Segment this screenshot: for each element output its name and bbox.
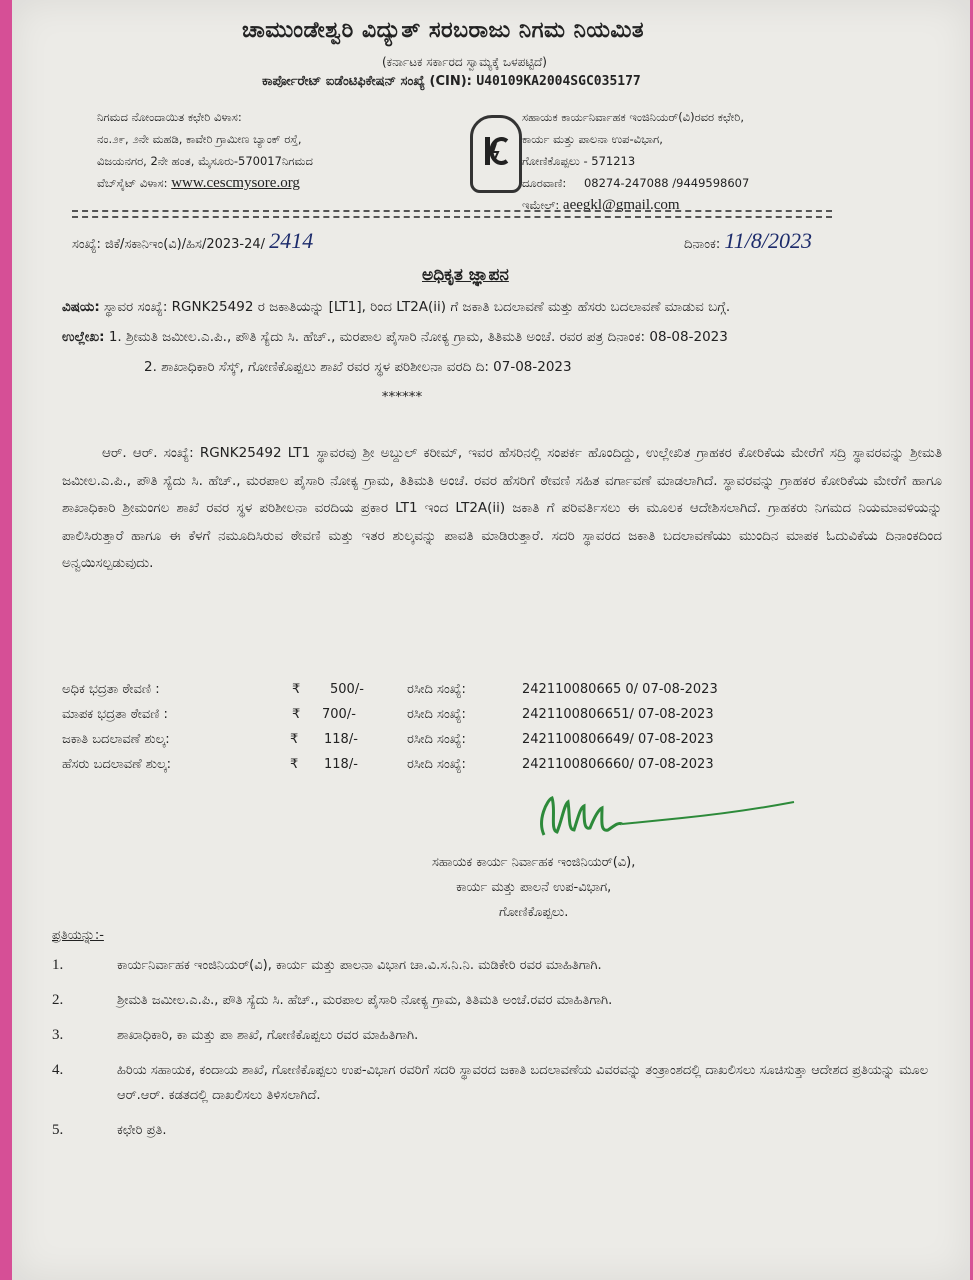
copies-label: ಪ್ರತಿಯನ್ನು:- bbox=[52, 928, 104, 943]
references-label: ಉಲ್ಲೇಖ: bbox=[62, 329, 105, 345]
header-divider bbox=[72, 210, 832, 212]
copy-number: 5. bbox=[52, 1122, 64, 1138]
receipt-label: ರಸೀದಿ ಸಂಖ್ಯೆ: bbox=[407, 707, 466, 722]
copy-item bbox=[52, 1118, 942, 1143]
subject-text: ಸ್ಥಾವರ ಸಂಖ್ಯೆ: RGNK25492 ರ ಜಕಾತಿಯನ್ನು [LT1], ರಿಂದ LT2A(ii) ಗೆ ಜಕಾತಿ ಬದಲಾವಣೆ ಮತ್ತು ಹೆಸರು ಬದಲಾವಣೆ ಮಾಡುವ ಬಗ್ಗೆ. bbox=[104, 299, 731, 315]
references bbox=[62, 322, 922, 352]
signatory-designation: ಸಹಾಯಕ ಕಾರ್ಯ ನಿರ್ವಾಹಕ ಇಂಜಿನಿಯರ್(ವಿ), bbox=[432, 855, 636, 870]
copy-text: ಶಾಖಾಧಿಕಾರಿ, ಕಾ ಮತ್ತು ಪಾ ಶಾಖೆ, ಗೋಣಿಕೊಪ್ಪಲು ರವರ ಮಾಹಿತಿಗಾಗಿ. bbox=[117, 1028, 419, 1043]
phone-number: 08274-247088 /9449598607 bbox=[583, 176, 750, 190]
fee-label: ಮಾಪಕ ಭದ್ರತಾ ಠೇವಣಿ : bbox=[62, 707, 168, 722]
cin-label: ಕಾರ್ಪೋರೇಟ್ ಐಡೆಂಟಿಫಿಕೇಷನ್ ಸಂಖ್ಯೆ (CIN): bbox=[262, 74, 472, 89]
address-line: ವಿಜಯನಗರ, 2ನೇ ಹಂತ, ಮೈಸೂರು-570017ನಿಗಮದ bbox=[97, 154, 313, 168]
fee-row bbox=[62, 732, 782, 757]
fee-currency: ₹ bbox=[290, 757, 299, 772]
fee-amount: 118/- bbox=[324, 732, 358, 747]
address-line: ಕಾರ್ಯ ಮತ್ತು ಪಾಲನಾ ಉಪ-ವಿಭಾಗ, bbox=[522, 132, 663, 146]
email-label: ಇಮೇಲ್: bbox=[522, 198, 560, 212]
reference-number-label: ಸಂಖ್ಯೆ: ಜಿಕೆ/ಸಕಾನಿಇಂ(ವಿ)/ಹಿಸ/2023-24/ bbox=[72, 237, 266, 252]
reference-date bbox=[684, 228, 812, 254]
address-line: ಗೋಣಿಕೊಪ್ಪಲು - 571213 bbox=[522, 154, 636, 168]
cin-number: U40109KA2004SGC035177 bbox=[476, 74, 641, 89]
address-line: ಸಹಾಯಕ ಕಾರ್ಯನಿರ್ವಾಹಕ ಇಂಜಿನಿಯರ್(ವಿ)ರವರ ಕಛೇರಿ, bbox=[522, 110, 744, 124]
copy-text: ಕಾರ್ಯನಿರ್ವಾಹಕ ಇಂಜಿನಿಯರ್(ವಿ), ಕಾರ್ಯ ಮತ್ತು ಪಾಲನಾ ವಿಭಾಗ ಚಾ.ವಿ.ಸ.ನಿ.ನಿ. ಮಡಿಕೇರಿ ರವರ ಮಾಹಿತಿಗಾಗಿ. bbox=[117, 958, 602, 973]
subject-block bbox=[62, 292, 922, 412]
registered-office-address bbox=[97, 106, 313, 194]
copy-number: 4. bbox=[52, 1062, 64, 1078]
receipt-number: 242110080665 0/ 07-08-2023 bbox=[522, 682, 718, 697]
phone-line bbox=[522, 172, 749, 194]
fee-row bbox=[62, 757, 782, 782]
subject-line bbox=[62, 292, 922, 322]
fee-row bbox=[62, 707, 782, 732]
fee-currency: ₹ bbox=[292, 707, 301, 722]
email-line bbox=[522, 194, 749, 216]
website-link[interactable]: www.cescmysore.org bbox=[171, 175, 300, 191]
copy-item bbox=[52, 1023, 942, 1048]
copy-text: ಕಛೇರಿ ಪ್ರತಿ. bbox=[117, 1123, 167, 1138]
cesc-logo bbox=[470, 115, 522, 193]
signature-image bbox=[522, 780, 802, 850]
separator: ****** bbox=[381, 389, 423, 405]
receipt-number: 2421100806649/ 07-08-2023 bbox=[522, 732, 714, 747]
subject-label: ವಿಷಯ: bbox=[62, 299, 100, 315]
copy-text: ಹಿರಿಯ ಸಹಾಯಕ, ಕಂದಾಯ ಶಾಖೆ, ಗೋಣಿಕೊಪ್ಪಲು ಉಪ-ವಿಭಾಗ ರವರಿಗೆ ಸದರಿ ಸ್ಥಾವರದ ಜಕಾತಿ ಬದಲಾವಣೆಯ ವಿವರವನ್ನು ತಂತ್ರಾಂಶದಲ್ಲಿ ದಾಖಲಿಸಲು ಸೂಚಿಸುತ್ತಾ ಆದೇಶದ ಪ್ರತಿಯನ್ನು ಮೂಲ ಆರ್.ಆರ್. ಕಡತದಲ್ಲಿ ದಾಖಲಿಸಲು ತಿಳಿಸಲಾಗಿದೆ. bbox=[117, 1063, 929, 1103]
copy-item bbox=[52, 988, 942, 1013]
copy-number: 1. bbox=[52, 957, 64, 973]
fee-amount: 118/- bbox=[324, 757, 358, 772]
website-label: ವೆಬ್‌ಸೈಟ್ ವಿಳಾಸ: bbox=[97, 176, 168, 190]
receipt-label: ರಸೀದಿ ಸಂಖ್ಯೆ: bbox=[407, 757, 466, 772]
fee-currency: ₹ bbox=[290, 732, 299, 747]
signatory-place: ಗೋಣಿಕೊಪ್ಪಲು. bbox=[498, 905, 569, 920]
reference-number-handwritten: 2414 bbox=[269, 228, 314, 253]
reference-2: 2. ಶಾಖಾಧಿಕಾರಿ ಸೆಸ್ಕ್, ಗೋಣಿಕೊಪ್ಪಲು ಶಾಖೆ ರವರ ಸ್ಥಳ ಪರಿಶೀಲನಾ ವರದಿ ದಿ: 07-08-2023 bbox=[144, 359, 572, 375]
date-label: ದಿನಾಂಕ: bbox=[684, 237, 721, 252]
fee-row bbox=[62, 682, 782, 707]
copy-item bbox=[52, 953, 942, 978]
phone-label: ದೂರವಾಣಿ: bbox=[522, 176, 567, 190]
logo-mark bbox=[481, 131, 511, 178]
address-line: ನಿಗಮದ ನೋಂದಾಯಿತ ಕಛೇರಿ ವಿಳಾಸ: bbox=[97, 110, 242, 124]
address-line: ನಂ.೨೯, ೨ನೇ ಮಹಡಿ, ಕಾವೇರಿ ಗ್ರಾಮೀಣ ಬ್ಯಾಂಕ್ ರಸ್ತೆ, bbox=[97, 132, 302, 146]
body-paragraph: ಆರ್. ಆರ್. ಸಂಖ್ಯೆ: RGNK25492 LT1 ಸ್ಥಾವರವು ಶ್ರೀ ಅಬ್ದುಲ್ ಕರೀಮ್, ಇವರ ಹೆಸರಿನಲ್ಲಿ ಸಂಪರ್ಕ ಹೊಂದಿದ್ದು, ಉಲ್ಲೇಖಿತ ಗ್ರಾಹಕರ ಕೋರಿಕೆಯ ಮೇರೆಗೆ ಸದ್ರಿ ಸ್ಥಾವರವನ್ನು ಶ್ರೀಮತಿ ಜಮೀಲ.ಎ.ಪಿ., ಪೌತಿ ಸ್ಯೆದು ಸಿ. ಹೆಚ್., ಮರಪಾಲ ಪೈಸಾರಿ ನೋಕ್ಯ ಗ್ರಾಮ, ತಿತಿಮತಿ ಅಂಚೆ. ರವರ ಹೆಸರಿಗೆ ಠೇವಣಿ ಸಹಿತ ವರ್ಗಾವಣೆ ಮಾಡಲಾಗಿದೆ. ಸ್ಥಾವರವನ್ನು ಗ್ರಾಹಕರ ಕೋರಿಕೆಯ ಮೇರೆಗೆ ಹಾಗೂ ಶಾಖಾಧಿಕಾರಿ ಶ್ರೀಮಂಗಲ ಶಾಖೆ ರವರ ಸ್ಥಳ ಪರಿಶೀಲನಾ ವರದಿಯ ಪ್ರಕಾರ LT1 ಇಂದ LT2A(ii) ಜಕಾತಿ ಗೆ ಪರಿವರ್ತಿಸಲು ಈ ಮೂಲಕ ಆದೇಶಿಸಲಾಗಿದೆ. ಗ್ರಾಹಕರು ನಿಗಮದ ನಿಯಮಾವಳಿಯನ್ನು ಪಾಲಿಸಿರುತ್ತಾರೆ ಹಾಗೂ ಈ ಕೆಳಗೆ ನಮೂದಿಸಿರುವ ಠೇವಣಿ ಮತ್ತು ಇತರ ಶುಲ್ಕವನ್ನು ಪಾವತಿ ಮಾಡಿರುತ್ತಾರೆ. ಸದರಿ ಸ್ಥಾವರದ ಜಕಾತಿ ಬದಲಾವಣೆಯು ಮುಂದಿನ ಮಾಪಕ ಓದುವಿಕೆಯ ದಿನಾಂಕದಿಂದ ಅನ್ವಯಿಸಲ್ಪಡುವುದು. bbox=[62, 445, 942, 571]
copy-number: 3. bbox=[52, 1027, 64, 1043]
fee-label: ಹೆಸರು ಬದಲಾವಣೆ ಶುಲ್ಕ: bbox=[62, 757, 172, 772]
document-title: ಅಧಿಕೃತ ಜ್ಞಾಪನ bbox=[422, 265, 509, 285]
receipt-number: 2421100806651/ 07-08-2023 bbox=[522, 707, 714, 722]
reference-1: 1. ಶ್ರೀಮತಿ ಜಮೀಲ.ಎ.ಪಿ., ಪೌತಿ ಸ್ಯೆದು ಸಿ. ಹೆಚ್., ಮರಪಾಲ ಪೈಸಾರಿ ನೋಕ್ಯ ಗ್ರಾಮ, ತಿತಿಮತಿ ಅಂಚೆ. ರವರ ಪತ್ರ ದಿನಾಂಕ: 08-08-2023 bbox=[108, 329, 728, 345]
organization-name: ಚಾಮುಂಡೇಶ್ವರಿ ವಿದ್ಯುತ್ ಸರಬರಾಜು ನಿಗಮ ನಿಯಮಿತ bbox=[242, 18, 645, 43]
cin-row bbox=[262, 74, 641, 89]
fee-label: ಅಧಿಕ ಭದ್ರತಾ ಠೇವಣಿ : bbox=[62, 682, 160, 697]
email-address[interactable]: aeegkl@gmail.com bbox=[562, 197, 680, 213]
date-handwritten: 11/8/2023 bbox=[724, 228, 812, 253]
fee-amount: 700/- bbox=[322, 707, 356, 722]
website-line bbox=[97, 172, 313, 194]
fee-amount: 500/- bbox=[330, 682, 364, 697]
reference-number bbox=[72, 228, 313, 254]
copy-number: 2. bbox=[52, 992, 64, 1008]
organization-subtitle: (ಕರ್ನಾಟಕ ಸರ್ಕಾರದ ಸ್ವಾಮ್ಯಕ್ಕೆ ಒಳಪಟ್ಟಿದೆ) bbox=[382, 55, 547, 69]
receipt-label: ರಸೀದಿ ಸಂಖ್ಯೆ: bbox=[407, 732, 466, 747]
fee-label: ಜಕಾತಿ ಬದಲಾವಣೆ ಶುಲ್ಕ: bbox=[62, 732, 170, 747]
signatory-office: ಕಾರ್ಯ ಮತ್ತು ಪಾಲನೆ ಉಪ-ವಿಭಾಗ, bbox=[456, 880, 612, 895]
document-page bbox=[12, 0, 970, 1280]
copy-item bbox=[52, 1058, 942, 1108]
receipt-label: ರಸೀದಿ ಸಂಖ್ಯೆ: bbox=[407, 682, 466, 697]
sub-division-office-address bbox=[522, 106, 749, 216]
header-divider bbox=[72, 216, 832, 218]
signatory-block bbox=[432, 850, 635, 925]
receipt-number: 2421100806660/ 07-08-2023 bbox=[522, 757, 714, 772]
fees-table bbox=[62, 682, 782, 782]
copy-text: ಶ್ರೀಮತಿ ಜಮೀಲ.ಎ.ಪಿ., ಪೌತಿ ಸ್ಯೆದು ಸಿ. ಹೆಚ್., ಮರಪಾಲ ಪೈಸಾರಿ ನೋಕ್ಯ ಗ್ರಾಮ, ತಿತಿಮತಿ ಅಂಚೆ.ರವರ ಮಾಹಿತಿಗಾಗಿ. bbox=[117, 993, 613, 1008]
logo-icon bbox=[481, 131, 511, 171]
copies-section bbox=[52, 928, 942, 1143]
fee-currency: ₹ bbox=[292, 682, 301, 697]
